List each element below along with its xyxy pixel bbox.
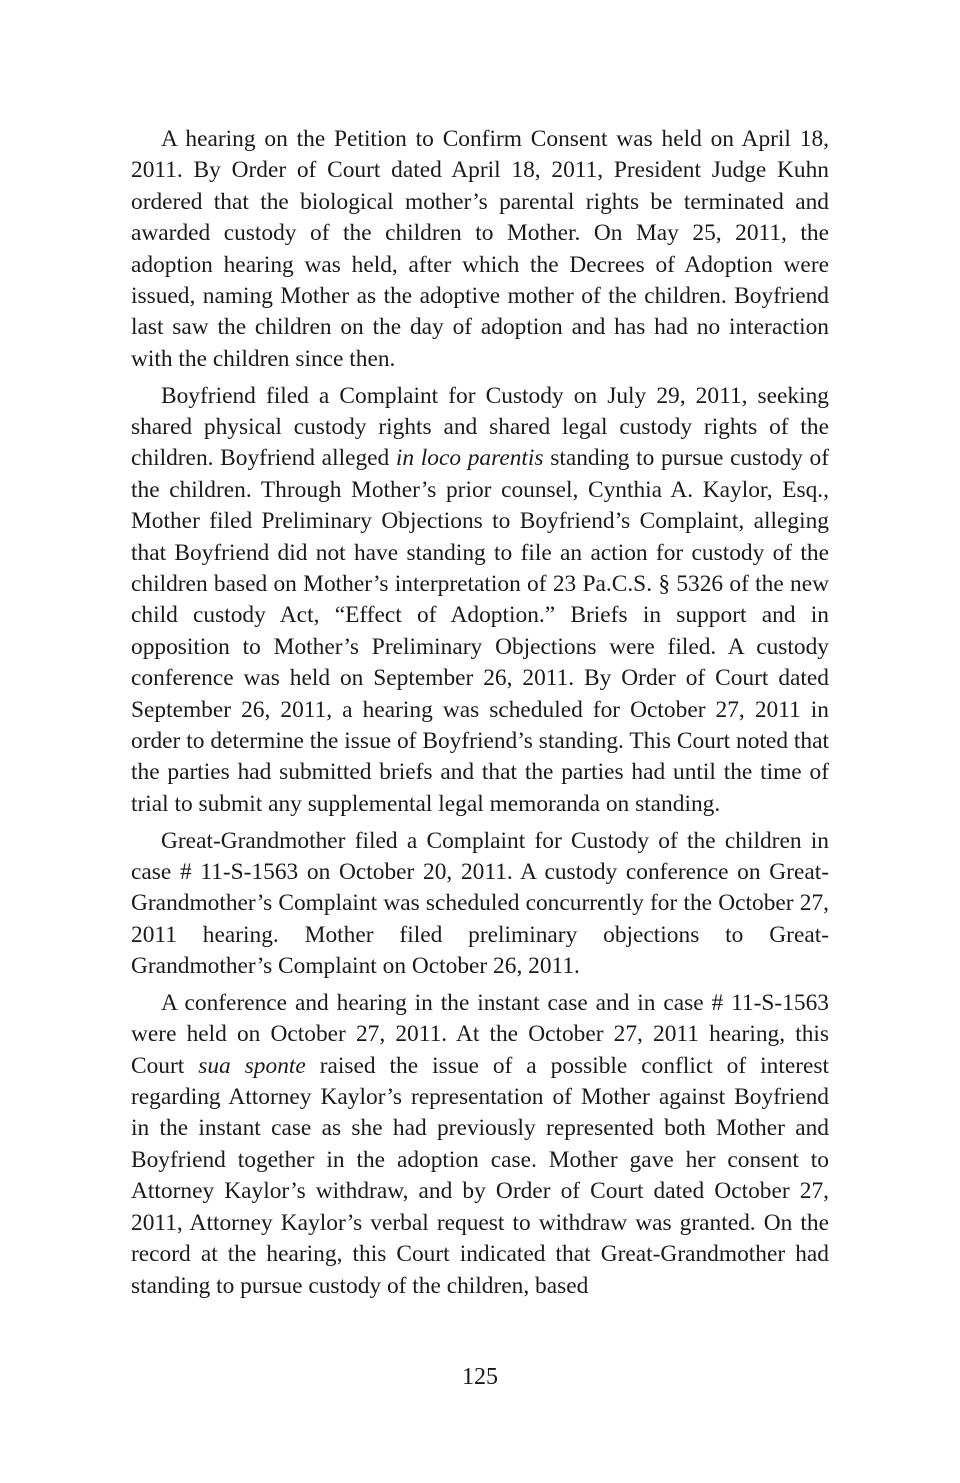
paragraph-3-text: Great-Grandmother filed a Complaint for Custody of the children in case # 11-S-1563 on October 20, 2011. A custody conference on Great-Grandmother’s Complaint was scheduled concurrently for the October 27, 2011 hearing. Mother filed preliminary objections to Great-Grandmother’s Complaint on October 26, 2011.: [131, 827, 829, 980]
paragraph-1-text: A hearing on the Petition to Confirm Consent was held on April 18, 2011. By Order of Court dated April 18, 2011, President Judge Kuhn ordered that the biological mother’s parental rights be terminated and awarded custody of the children to Mother. On May 25, 2011, the adoption hearing was held, after which the Decrees of Adoption were issued, naming Mother as the adoptive mother of the children. Boyfriend last saw the children on the day of adoption and has had no interaction with the children since then.: [131, 126, 829, 372]
paragraph-2: [131, 381, 829, 821]
paragraph-4-text-a: A conference and hearing in the instant case and in case # 11-S-​1563 were held on October 27, 2011. At the October 27, 2011 hearing, this Court: [131, 989, 829, 1079]
paragraph-2-text-a: Boyfriend filed a Complaint for Custody on July 29, 2011, seeking shared physical custody rights and shared legal custody rights of the children. Boyfriend alleged: [131, 382, 829, 472]
italic-term-in-loco-parentis: in loco parentis: [395, 445, 544, 472]
paragraph-4-text-b: raised the issue of a possible conflict of interest regarding Attorney Kaylor’s representation of Mother against Boyfriend in the instant case as she had previously represented both Mother and Boyfriend together in the adoption case. Mother gave her consent to Attorney Kaylor’s withdraw, and by Order of Court dated October 27, 2011, Attorney Kaylor’s verbal request to withdraw was granted. On the record at the hearing, this Court indicated that Great-​Grandmother had standing to pursue custody of the children, based: [131, 1052, 829, 1299]
paragraph-3: [131, 826, 829, 983]
body-text: [131, 124, 829, 1302]
paragraph-4: [131, 988, 829, 1302]
italic-term-sua-sponte: sua sponte: [198, 1052, 306, 1079]
paragraph-1: [131, 124, 829, 375]
page-number: 125: [462, 1364, 498, 1390]
paragraph-2-text-b: standing to pursue custody of the children. Through Mother’s prior counsel, Cynthia A. Kaylor, Esq., Mother filed Preliminary Objections to Boyfriend’s Complaint, alleging that Boyfriend did not have standing to file an action for custody of the children based on Mother’s interpretation of 23 Pa.C.S. § 5326 of the new child custody Act, “Effect of Adoption.” Briefs in support and in opposition to Mother’s Preliminary Objections were filed. A custody conference was held on September 26, 2011. By Order of Court dated September 26, 2011, a hearing was scheduled for October 27, 2011 in order to determine the issue of Boyfriend’s standing. This Court noted that the parties had submitted briefs and that the parties had until the time of trial to submit any supplemental legal memoranda on standing.: [131, 445, 830, 817]
